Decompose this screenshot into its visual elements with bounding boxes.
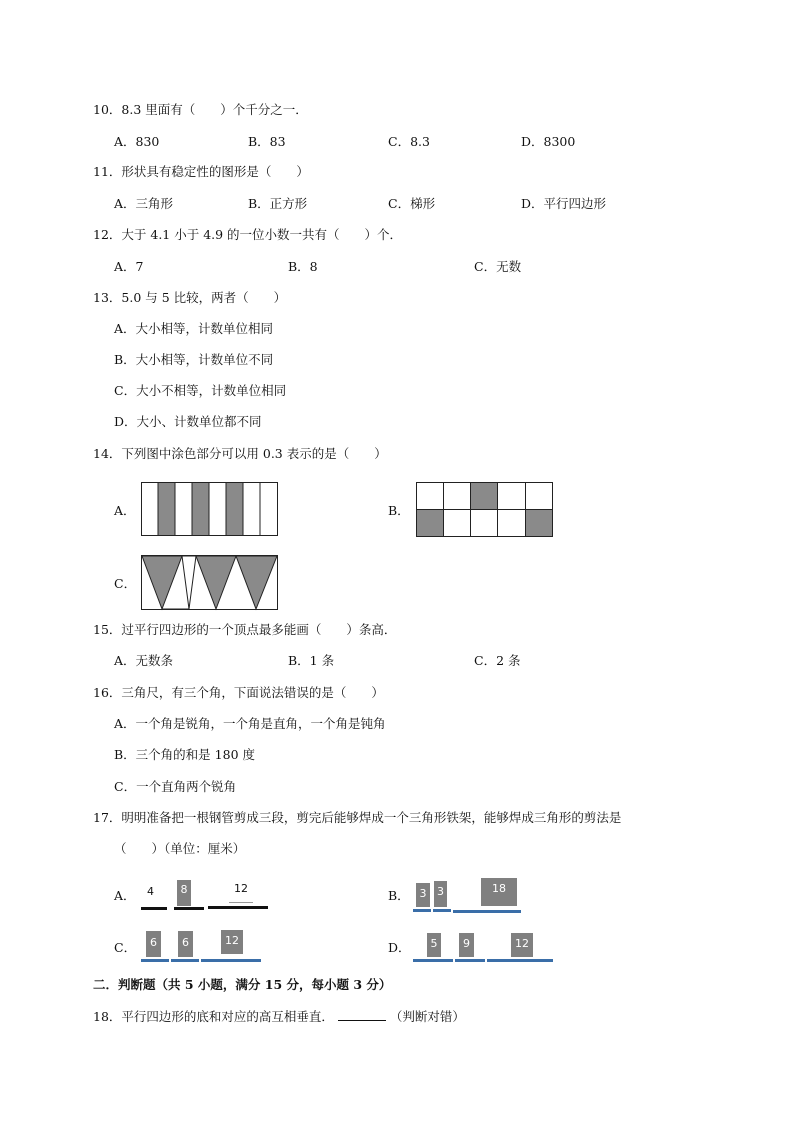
- q10-option-b[interactable]: B．83: [248, 134, 286, 149]
- q14-option-b[interactable]: B．: [388, 503, 410, 518]
- q17-option-b[interactable]: B．: [388, 888, 410, 903]
- question-14-stem: 14．下列图中涂色部分可以用 0.3 表示的是（ ）: [93, 446, 387, 461]
- segment-label: 9: [459, 933, 474, 957]
- question-16-stem: 16．三角尺，有三个角，下面说法错误的是（ ）: [93, 685, 384, 700]
- q17-option-d[interactable]: D．: [388, 940, 411, 955]
- segment-label: 3: [416, 883, 430, 907]
- q16-option-a[interactable]: A．一个角是锐角，一个角是直角，一个角是钝角: [114, 716, 386, 731]
- q15-option-b[interactable]: B．1 条: [288, 653, 335, 668]
- q12-option-c[interactable]: C．无数: [474, 259, 522, 274]
- question-18: [93, 1008, 465, 1025]
- question-17-stem: 17．明明准备把一根钢管剪成三段，剪完后能够焊成一个三角形铁架，能够焊成三角形的剪法是: [93, 810, 622, 825]
- segment-label: 8: [177, 880, 191, 906]
- q17-figure-b: [413, 876, 523, 914]
- q15-option-c[interactable]: C．2 条: [474, 653, 521, 668]
- question-18-stem: 18．平行四边形的底和对应的高互相垂直．: [93, 1009, 334, 1024]
- q17-figure-c: [141, 928, 263, 964]
- q17-figure-d: [413, 928, 555, 964]
- question-11-stem: 11．形状具有稳定性的图形是（ ）: [93, 164, 309, 179]
- q12-option-b[interactable]: B．8: [288, 259, 318, 274]
- q14-option-a[interactable]: A．: [114, 503, 136, 518]
- q12-option-a[interactable]: A．7: [114, 259, 144, 274]
- q13-option-a[interactable]: A．大小相等，计数单位相同: [114, 321, 274, 336]
- q11-option-a[interactable]: A．三角形: [114, 196, 174, 211]
- q13-option-c[interactable]: C．大小不相等，计数单位相同: [114, 383, 287, 398]
- section-2-title: 二．判断题（共 5 小题，满分 15 分，每小题 3 分）: [93, 977, 392, 992]
- q16-option-c[interactable]: C．一个直角两个锐角: [114, 779, 237, 794]
- q17-option-c[interactable]: C．: [114, 940, 137, 955]
- segment-label: 12: [511, 933, 533, 957]
- q10-option-d[interactable]: D．8300: [521, 134, 576, 149]
- q11-option-d[interactable]: D．平行四边形: [521, 196, 607, 211]
- segment-label: 3: [434, 881, 447, 907]
- q10-option-a[interactable]: A．830: [114, 134, 160, 149]
- segment-label: 6: [178, 931, 193, 957]
- q14-figure-b: [416, 482, 554, 538]
- q13-option-d[interactable]: D．大小、计数单位都不同: [114, 414, 262, 429]
- segment-label: 5: [427, 933, 441, 957]
- q11-option-b[interactable]: B．正方形: [248, 196, 308, 211]
- segment-label: 12: [221, 930, 243, 954]
- question-18-suffix: （判断对错）: [389, 1009, 465, 1024]
- q11-option-c[interactable]: C．梯形: [388, 196, 436, 211]
- q14-figure-c: [141, 555, 279, 611]
- segment-label: 4: [147, 885, 154, 898]
- q14-option-c[interactable]: C．: [114, 576, 137, 591]
- question-15-stem: 15．过平行四边形的一个顶点最多能画（ ）条高．: [93, 622, 397, 637]
- q13-option-b[interactable]: B．大小相等，计数单位不同: [114, 352, 274, 367]
- question-10-stem: 10．8.3 里面有（ ）个千分之一．: [93, 102, 308, 117]
- answer-blank[interactable]: [338, 1008, 386, 1021]
- segment-label: 12: [229, 880, 253, 903]
- segment-label: 18: [481, 878, 517, 906]
- q17-figure-a: [141, 876, 269, 912]
- q16-option-b[interactable]: B．三个角的和是 180 度: [114, 747, 255, 762]
- question-12-stem: 12．大于 4.1 小于 4.9 的一位小数一共有（ ）个．: [93, 227, 403, 242]
- question-13-stem: 13．5.0 与 5 比较，两者（ ）: [93, 290, 287, 305]
- q14-figure-a: [141, 482, 279, 537]
- q10-option-c[interactable]: C．8.3: [388, 134, 430, 149]
- q17-option-a[interactable]: A．: [114, 888, 136, 903]
- segment-label: 6: [146, 931, 161, 957]
- q15-option-a[interactable]: A．无数条: [114, 653, 174, 668]
- question-17-stem-continued: （ ）（单位：厘米）: [114, 841, 246, 856]
